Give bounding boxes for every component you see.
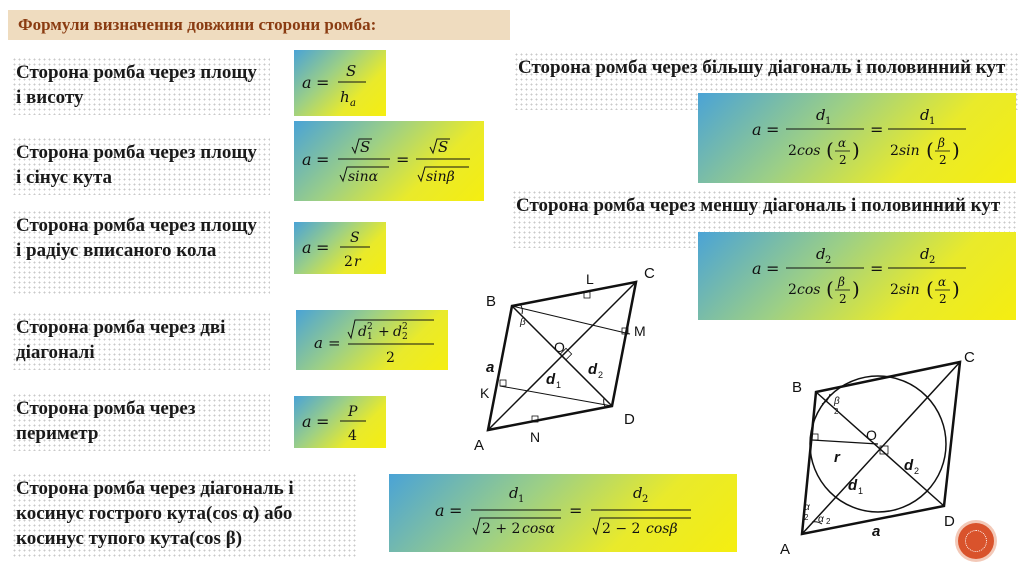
svg-text:(: ( [926,138,934,162]
label-area-sine: Сторона ромба через площу і сінус кута [12,137,270,195]
angle-beta-label: β [520,317,526,328]
label-small-diag: Сторона ромба через меншу діагональ і половинний кут [512,190,1018,248]
formula-area-sine [294,121,484,201]
svg-text:h: h [340,88,350,106]
vertex-b-label: B [486,293,497,310]
point-m-label: M [634,323,646,339]
rhombus-incircle-figure [774,344,984,560]
svg-text:a: a [752,120,762,139]
diag-d2-label-2: d [904,457,914,474]
point-l-label: L [586,271,594,287]
svg-text:a: a [302,412,312,431]
label-diag-cos: Сторона ромба через діагональ і косинус гострого кута(cos α) або косинус тупого кута(cos β) [12,473,358,557]
svg-text:d: d [509,484,519,502]
radius-r-label: r [834,449,840,466]
slide-title: Формули визначення довжини сторони ромба: [8,10,510,40]
svg-text:β: β [838,275,845,289]
svg-text:sin: sin [899,143,920,159]
svg-text:α: α [938,275,947,289]
vertex-c-label: C [644,265,655,282]
svg-text:4: 4 [348,428,357,444]
label-area-height: Сторона ромба через площу і висоту [12,57,270,115]
svg-text:2: 2 [929,255,936,266]
svg-text:=: = [766,259,780,278]
svg-text:2: 2 [939,292,947,306]
formula-area-height [294,50,386,116]
svg-text:=: = [316,73,330,92]
svg-text:=: = [870,120,884,139]
label-area-radius: Сторона ромба через площу і радіус вписаного кола [12,210,270,294]
svg-text:=: = [316,412,330,431]
formula-diag-cos [389,474,737,552]
svg-text:α: α [838,136,847,150]
diag-d2-subscript: 2 [598,370,604,380]
label-big-diag: Сторона ромба через більшу діагональ і половинний кут [514,52,1018,110]
svg-text:2: 2 [402,332,408,342]
svg-text:cos: cos [797,282,821,298]
svg-text:): ) [852,277,860,301]
svg-text:=: = [316,238,330,257]
half-alpha-denominator-1: 2 [804,513,809,522]
diag-d2-label: d [588,361,598,378]
svg-text:a: a [302,238,312,257]
label-diagonals: Сторона ромба через дві діагоналі [12,312,270,370]
diag-d1-subscript-2: 1 [858,486,864,496]
svg-text:1: 1 [518,494,525,505]
svg-text:=: = [766,120,780,139]
svg-text:S: S [360,138,371,156]
vertex-d-label: D [624,411,635,428]
svg-text:2: 2 [788,143,797,159]
point-n-label: N [530,429,541,445]
svg-text:1: 1 [929,116,936,127]
svg-text:d: d [920,245,930,263]
half-alpha-denominator-2: 2 [826,517,831,526]
svg-text:(: ( [826,277,834,301]
svg-text:2: 2 [839,292,847,306]
svg-text:=: = [316,150,330,169]
formula-big-diag [698,93,1016,183]
svg-text:2: 2 [890,143,899,159]
svg-text:P: P [348,404,358,420]
svg-text:=: = [870,259,884,278]
vertex-c-label-2: C [964,349,975,366]
svg-text:a: a [302,73,312,92]
svg-text:): ) [852,138,860,162]
formula-small-diag [698,232,1016,320]
point-k-label: K [480,385,490,401]
center-o-label: O [866,427,877,443]
rhombus-heights-figure [470,262,670,462]
label-perimeter: Сторона ромба через периметр [12,393,270,451]
svg-text:r: r [354,254,361,270]
svg-text:(: ( [926,277,934,301]
svg-text:a: a [752,259,762,278]
svg-text:S: S [438,138,449,156]
svg-text:=: = [396,150,410,169]
diag-d1-subscript: 1 [556,380,562,390]
svg-text:1: 1 [825,116,832,127]
next-circle-icon[interactable] [958,523,994,559]
svg-text:cosβ: cosβ [646,521,678,537]
svg-text:=: = [569,501,583,520]
svg-text:=: = [449,501,463,520]
point-o-label: O [554,339,565,355]
side-a-label-2: a [872,523,881,540]
svg-text:(: ( [826,138,834,162]
svg-text:d: d [358,324,367,340]
vertex-a-label: A [474,437,485,454]
side-a-label: a [486,359,495,376]
svg-text:d: d [816,106,826,124]
half-beta-denominator: 2 [834,407,839,416]
formula-perimeter [294,396,386,448]
diag-d1-label: d [546,371,556,388]
diag-d1-label-2: d [848,477,858,494]
vertex-b-label-2: B [792,379,803,396]
svg-text:cos: cos [797,143,821,159]
svg-text:2 + 2: 2 + 2 [482,521,521,537]
svg-text:=: = [328,334,341,352]
formula-diagonals [296,310,448,370]
svg-text:d: d [633,484,643,502]
svg-text:): ) [952,277,960,301]
svg-text:2: 2 [642,494,649,505]
svg-text:β: β [938,136,945,150]
formula-area-radius [294,222,386,274]
svg-text:2: 2 [825,255,832,266]
svg-text:d: d [920,106,930,124]
svg-text:S: S [346,62,357,80]
diag-d2-subscript-2: 2 [914,466,920,476]
half-beta-label: β [834,396,840,407]
svg-text:d: d [816,245,826,263]
svg-text:2: 2 [367,322,373,332]
svg-text:a: a [314,334,323,352]
svg-text:cosα: cosα [522,521,555,537]
svg-text:1: 1 [367,332,373,342]
svg-text:2: 2 [344,254,353,270]
svg-text:sin: sin [899,282,920,298]
svg-text:2 − 2: 2 − 2 [602,521,641,537]
svg-text:2: 2 [788,282,797,298]
svg-text:2: 2 [839,153,847,167]
svg-text:2: 2 [386,350,395,366]
svg-text:sinα: sinα [348,169,379,185]
svg-text:a: a [435,501,445,520]
svg-text:2: 2 [402,322,408,332]
half-alpha-label-2: α [818,514,824,525]
vertex-a-label-2: A [780,541,791,558]
svg-text:S: S [350,230,360,246]
svg-text:a: a [350,98,356,109]
vertex-d-label-2: D [944,513,955,530]
svg-text:2: 2 [939,153,947,167]
svg-text:sinβ: sinβ [426,169,455,185]
svg-text:d: d [393,324,402,340]
svg-text:): ) [952,138,960,162]
svg-text:2: 2 [890,282,899,298]
half-alpha-label-1: α [804,502,810,513]
svg-text:a: a [302,150,312,169]
svg-text:+: + [378,324,390,340]
